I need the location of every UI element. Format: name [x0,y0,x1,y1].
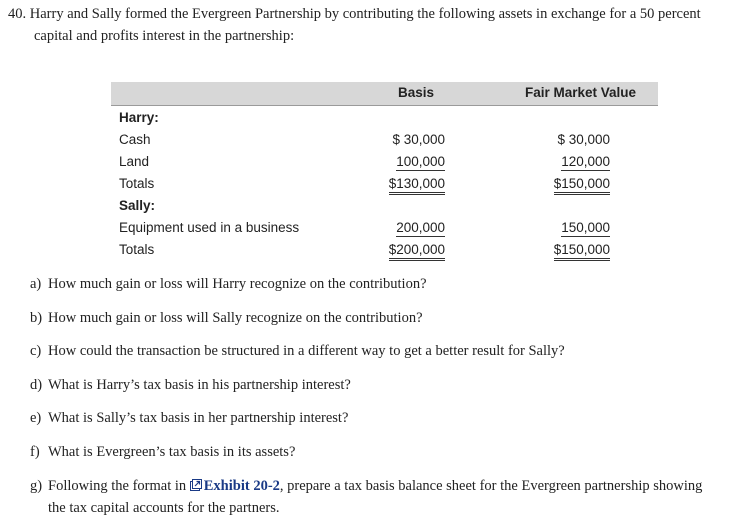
item-text: Following the format in [48,478,187,494]
question-text [8,3,738,47]
basis-value: 100,000 [396,154,445,169]
contribution-table [111,82,658,261]
row-label: Harry: [119,110,159,125]
fmv-value: 150,000 [561,220,610,235]
external-link-icon [190,476,202,488]
item-text: How could the transaction be structured in a different way to get a better result for Sally? [48,343,565,359]
table-row [111,195,658,217]
exhibit-link-text: Exhibit 20-2 [203,478,280,494]
table-row [111,173,658,195]
table-header [111,82,658,106]
table-row [111,151,658,173]
basis-total: $200,000 [389,242,445,261]
item-text: How much gain or loss will Sally recognize on the contribution? [48,310,423,326]
item-text: What is Sally’s tax basis in her partnership interest? [48,410,349,426]
fmv-value: 120,000 [561,154,610,169]
row-label: Totals [119,242,155,257]
item-letter: e) [30,410,42,426]
list-item [30,340,735,362]
basis-total: $130,000 [389,176,445,195]
item-letter: d) [30,377,43,393]
list-item [30,374,735,396]
fmv-total: $150,000 [554,242,610,261]
item-letter: c) [30,343,42,359]
row-label: Totals [119,176,155,191]
list-item [30,407,735,429]
list-item [30,273,735,295]
item-text: What is Evergreen’s tax basis in its assets? [48,444,296,460]
header-fmv: Fair Market Value [525,85,637,100]
row-label: Land [119,154,150,169]
item-letter: f) [30,444,40,460]
table-row [111,107,658,129]
item-text: How much gain or loss will Harry recognize on the contribution? [48,276,427,292]
exhibit-link[interactable] [190,478,280,494]
fmv-total: $150,000 [554,176,610,195]
fmv-value: $ 30,000 [557,132,610,147]
basis-value: $ 30,000 [392,132,445,147]
table-row [111,217,658,239]
question-number: 40. [8,6,27,22]
row-label: Sally: [119,198,156,213]
list-item [30,441,735,463]
item-letter: g) [30,478,43,494]
item-text-line-2: the tax capital accounts for the partners. [48,500,280,516]
list-item [30,307,735,329]
item-text-after: , prepare a tax basis balance sheet for the Evergreen partnership showing [279,478,703,494]
row-label: Cash [119,132,151,147]
row-label: Equipment used in a business [119,220,300,235]
table-row [111,129,658,151]
question-line-1: Harry and Sally formed the Evergreen Partnership by contributing the following assets in exchange for a 50 percent [29,6,701,22]
basis-value: 200,000 [396,220,445,235]
header-basis: Basis [398,85,435,100]
list-item [30,475,735,519]
item-letter: b) [30,310,43,326]
question-line-2: capital and profits interest in the partnership: [34,28,295,44]
table-row [111,239,658,261]
item-text: What is Harry’s tax basis in his partnership interest? [48,377,351,393]
item-letter: a) [30,276,42,292]
